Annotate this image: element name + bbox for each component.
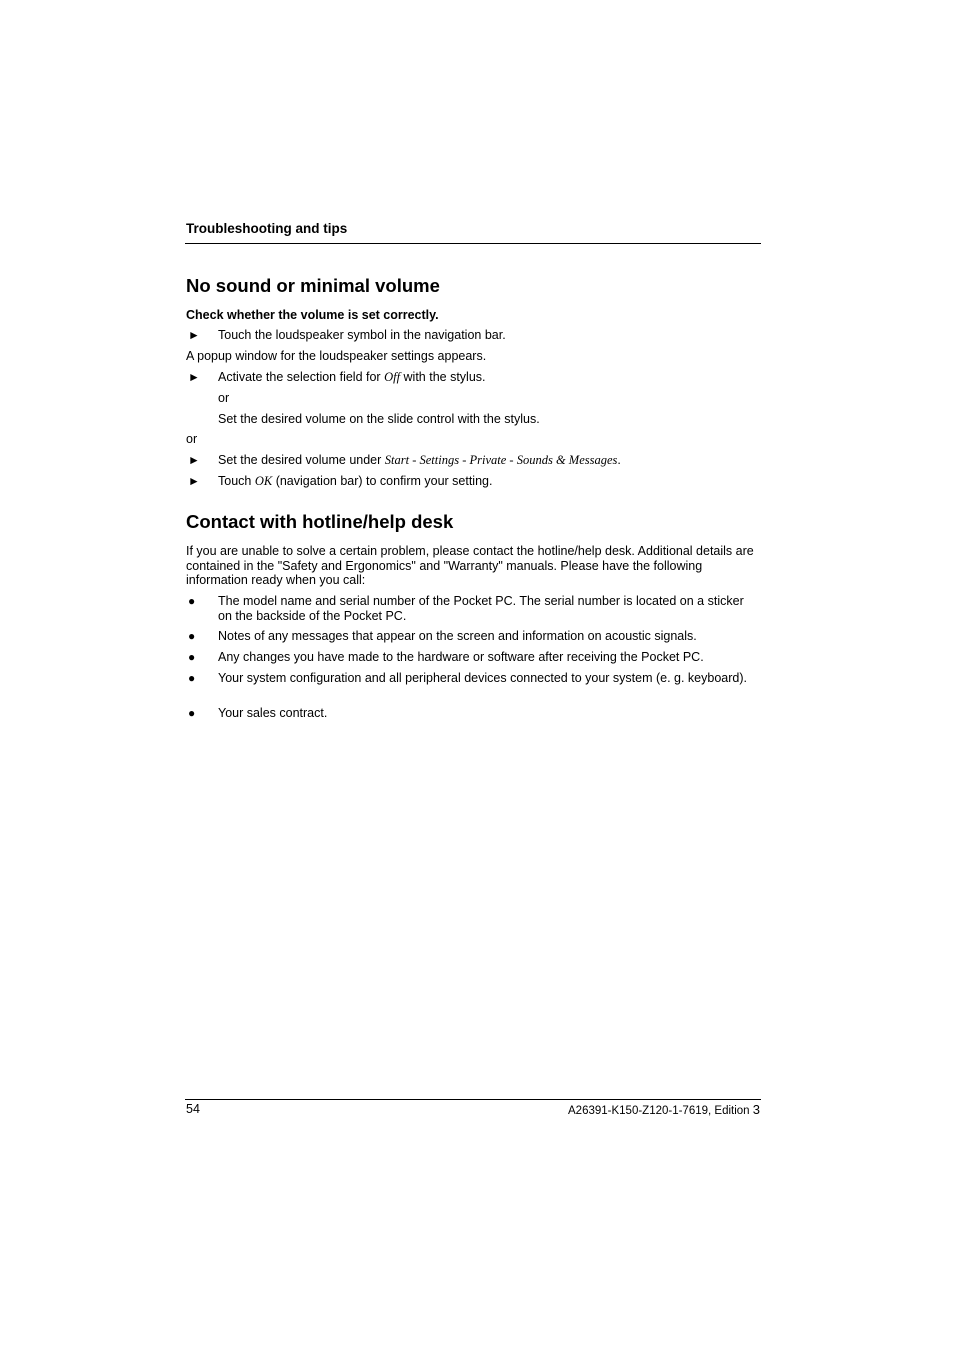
- edition-number: 3: [752, 1102, 760, 1117]
- header-rule: [185, 243, 761, 244]
- arrow-marker: ►: [188, 453, 200, 467]
- step-text: Set the desired volume under: [218, 453, 385, 467]
- step-set-volume-settings: [218, 453, 758, 468]
- list-item: Your sales contract.: [218, 706, 328, 720]
- running-header: Troubleshooting and tips: [186, 221, 348, 236]
- bullet-marker: ●: [188, 650, 196, 664]
- step-text: .: [617, 453, 621, 467]
- step-touch-loudspeaker: Touch the loudspeaker symbol in the navigation bar.: [218, 328, 506, 342]
- doc-id-text: A26391-K150-Z120-1-7619, Edition: [568, 1105, 753, 1117]
- list-item: Notes of any messages that appear on the screen and information on acoustic signals.: [218, 629, 697, 643]
- or-inner: or: [218, 391, 230, 405]
- footer-rule: [185, 1099, 761, 1100]
- menu-path: Start - Settings - Private - Sounds & Messages: [384, 453, 618, 467]
- arrow-marker: ►: [188, 474, 200, 488]
- document-id: [568, 1102, 760, 1117]
- bullet-marker: ●: [188, 629, 196, 643]
- bullet-marker: ●: [188, 594, 196, 608]
- step-text: Activate the selection field for: [218, 370, 385, 384]
- bullet-marker: ●: [188, 706, 196, 720]
- arrow-marker: ►: [188, 370, 200, 384]
- step-text: (navigation bar) to confirm your setting.: [272, 474, 493, 488]
- step-text: with the stylus.: [400, 370, 486, 384]
- or-outer: or: [186, 432, 198, 446]
- bullet-marker: ●: [188, 671, 196, 685]
- section-title-no-sound: No sound or minimal volume: [186, 275, 440, 296]
- step-touch-ok: [218, 474, 758, 489]
- section-title-hotline: Contact with hotline/help desk: [186, 511, 454, 532]
- arrow-marker: ►: [188, 328, 200, 342]
- hotline-intro: If you are unable to solve a certain problem, please contact the hotline/help desk. Additional details are contained in the "Safety and Ergonomics" and "Warranty" manuals. Please have the following information ready when you call:: [186, 544, 754, 587]
- term-ok: OK: [254, 474, 273, 488]
- step-activate-off: [218, 370, 758, 385]
- list-item: Your system configuration and all peripheral devices connected to your system (e. g. keyboard).: [218, 671, 747, 685]
- list-item: The model name and serial number of the Pocket PC. The serial number is located on a sticker on the backside of the Pocket PC.: [218, 594, 744, 623]
- step-text: Touch: [218, 474, 255, 488]
- popup-note: A popup window for the loudspeaker settings appears.: [186, 349, 487, 363]
- check-heading: Check whether the volume is set correctly.: [186, 308, 439, 322]
- term-off: Off: [384, 370, 401, 384]
- step-slide-control: Set the desired volume on the slide control with the stylus.: [218, 412, 540, 426]
- page-number: 54: [186, 1102, 200, 1116]
- list-item: Any changes you have made to the hardware or software after receiving the Pocket PC.: [218, 650, 704, 664]
